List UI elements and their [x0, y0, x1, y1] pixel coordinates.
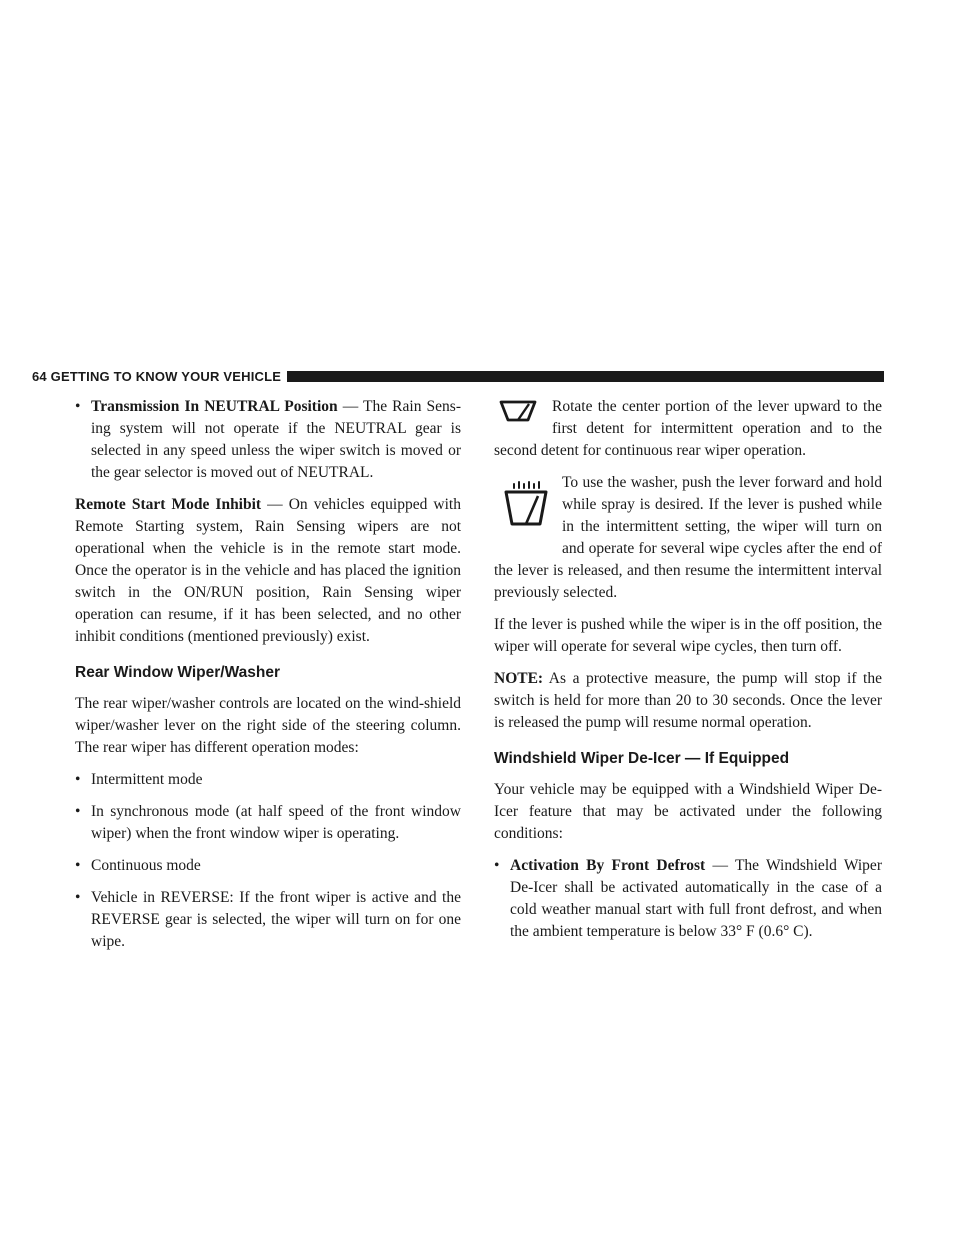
defrost-title: Activation By Front Defrost: [510, 857, 706, 874]
bullet-front-defrost: [494, 855, 882, 943]
bullet-neutral: [75, 396, 461, 484]
bullet-neutral-title: Transmission In NEUTRAL Position: [91, 398, 338, 415]
para-rear-controls: The rear wiper/washer controls are located on the wind-shield wiper/washer lever on the right side of the steering column. The rear wiper has different operation modes:: [75, 695, 461, 756]
bullet-dot: •: [75, 857, 81, 874]
mode-item: [75, 769, 461, 791]
defrost-text: — The Windshield Wiper De-Icer shall be activated automatically in the case of a cold weather manual start with full front defrost, and when the ambient temperature is below 33° F (0.6° C).: [510, 857, 882, 940]
mode-text: In synchronous mode (at half speed of the front window wiper) when the front window wiper is operating.: [91, 803, 461, 842]
mode-text: Vehicle in REVERSE: If the front wiper is active and the REVERSE gear is selected, the wiper will turn on for one wipe.: [91, 889, 461, 950]
note-text: As a protective measure, the pump will stop if the switch is held for more than 20 to 30 seconds. Once the lever is released the pump will resume normal operation.: [494, 670, 882, 731]
rear-washer-icon: [502, 478, 550, 538]
para-rotate: Rotate the center portion of the lever upward to the first detent for intermittent operation and to the second detent for continuous rear wiper operation.: [494, 398, 882, 459]
right-column: [494, 396, 882, 953]
remote-start-title: Remote Start Mode Inhibit: [75, 496, 262, 513]
heading-deicer: Windshield Wiper De-Icer — If Equipped: [494, 750, 790, 767]
page-number-section-title: 64 GETTING TO KNOW YOUR VEHICLE: [32, 368, 282, 384]
page-header: [32, 366, 884, 386]
para-remote-start: [75, 494, 461, 648]
left-column: [75, 396, 461, 963]
header-rule: [287, 371, 884, 382]
bullet-dot: •: [75, 771, 81, 788]
bullet-dot: •: [494, 857, 500, 874]
rear-wiper-icon: [498, 396, 538, 426]
mode-item: [75, 855, 461, 877]
para-washer: To use the washer, push the lever forward and hold while spray is desired. If the lever is pushed while in the intermittent setting, the wiper will turn on and operate for several wipe cycles after the end of the lever is released, and then resume the intermittent interval previously selected.: [494, 474, 882, 601]
bullet-dot: •: [75, 398, 81, 415]
bullet-neutral-text: — The Rain Sens-ing system will not operate if the NEUTRAL gear is selected in any speed unless the wiper switch is moved or the gear selector is moved out of NEUTRAL.: [91, 398, 461, 481]
washer-block: [494, 472, 882, 604]
remote-start-text: — On vehicles equipped with Remote Starting system, Rain Sensing wipers are not operational when the vehicle is in the remote start mode. Once the operator is in the vehicle and has placed the ignition switch in the ON/RUN position, Rain Sensing wiper operation can resume, if it has been selected, and no other inhibit conditions (mentioned previously) exist.: [75, 496, 461, 645]
bullet-dot: •: [75, 889, 81, 906]
mode-item: [75, 801, 461, 845]
note-paragraph: [494, 668, 882, 734]
para-off-position: If the lever is pushed while the wiper is in the off position, the wiper will operate for several wipe cycles, then turn off.: [494, 616, 882, 655]
heading-rear-wiper: Rear Window Wiper/Washer: [75, 664, 280, 681]
bullet-dot: •: [75, 803, 81, 820]
rotate-block: [494, 396, 882, 462]
mode-text: Continuous mode: [91, 857, 201, 874]
mode-text: Intermittent mode: [91, 771, 203, 788]
para-deicer: Your vehicle may be equipped with a Windshield Wiper De-Icer feature that may be activated under the following conditions:: [494, 781, 882, 842]
note-label: NOTE:: [494, 670, 544, 687]
mode-item: [75, 887, 461, 953]
